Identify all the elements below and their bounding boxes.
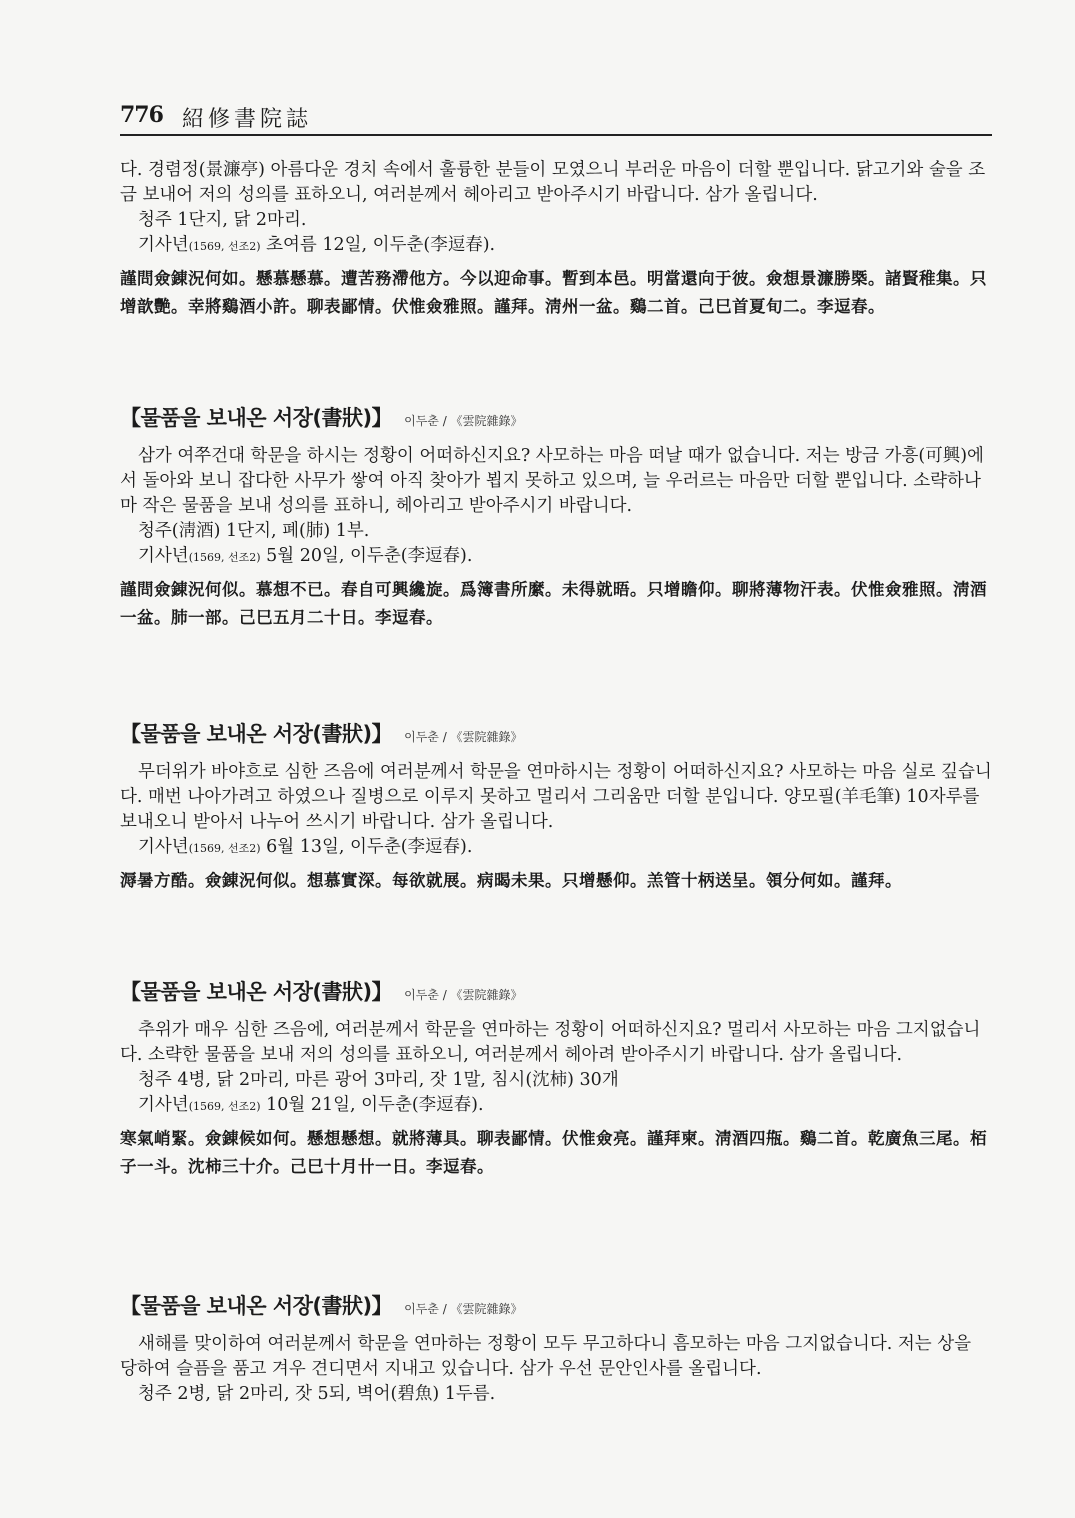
header-divider <box>120 134 992 136</box>
section-title: 【물품을 보내온 서장(書狀)】 <box>120 406 393 430</box>
section-original-text: 溽暑方酷。僉錬況何似。想慕實深。每欲就展。病暍未果。只增懸仰。羔管十柄送呈。領分何如。謹拜。 <box>120 871 902 890</box>
section-items: 청주(淸酒) 1단지, 폐(肺) 1부. <box>138 521 370 541</box>
date-year: 기사년 <box>138 837 189 857</box>
date-note: (1569, 선조2) <box>188 842 261 855</box>
date-note: (1569, 선조2) <box>188 1100 261 1113</box>
date-note: (1569, 선조2) <box>188 240 261 253</box>
date-note: (1569, 선조2) <box>188 551 261 564</box>
section-paragraph: 무더위가 바야흐로 심한 즈음에 여러분께서 학문을 연마하시는 정황이 어떠하신지요? 사모하는 마음 실로 깊습니다. 매번 나아가려고 하였으나 질병으로 이루지 못하고 멀리서 그리움만 더할 분입니다. 양모필(羊毛筆) 10자루를 보내오니 받아서 나누어 쓰시기 바랍니다. 삼가 올립니다. <box>120 762 992 832</box>
section-items: 청주 4병, 닭 2마리, 마른 광어 3마리, 잣 1말, 침시(沈柿) 30개 <box>138 1070 619 1090</box>
section-date <box>120 835 992 861</box>
section-source: 이두춘 / 《雲院雜錄》 <box>404 730 523 744</box>
section-heading <box>120 718 992 750</box>
section-heading <box>120 402 992 434</box>
section-title: 【물품을 보내온 서장(書狀)】 <box>120 1294 393 1318</box>
letter-section <box>120 976 992 1181</box>
date-rest: 초여름 12일, 이두춘(李逗春). <box>260 235 496 255</box>
section-title: 【물품을 보내온 서장(書狀)】 <box>120 980 393 1004</box>
letter-section <box>120 718 992 895</box>
section-source: 이두춘 / 《雲院雜錄》 <box>404 988 523 1002</box>
date-year: 기사년 <box>138 546 189 566</box>
intro-items: 청주 1단지, 닭 2마리. <box>138 210 307 230</box>
date-rest: 5월 20일, 이두춘(李逗春). <box>260 546 473 566</box>
section-title: 【물품을 보내온 서장(書狀)】 <box>120 722 393 746</box>
date-rest: 6월 13일, 이두춘(李逗春). <box>260 837 473 857</box>
book-title: 紹修書院誌 <box>182 107 313 132</box>
intro-date <box>120 233 992 259</box>
date-year: 기사년 <box>138 235 189 255</box>
section-source: 이두춘 / 《雲院雜錄》 <box>404 1302 523 1316</box>
section-paragraph: 삼가 여쭈건대 학문을 하시는 정황이 어떠하신지요? 사모하는 마음 떠날 때가 없습니다. 저는 방금 가흥(可興)에서 돌아와 보니 잡다한 사무가 쌓여 아직 찾아가 뵙지 못하고 있으며, 늘 우러르는 마음만 더할 뿐입니다. 소략하나마 작은 물품을 보내 성의를 표하니, 헤아리고 받아주시기 바랍니다. <box>120 446 984 516</box>
page-number: 776 <box>120 102 163 128</box>
section-heading <box>120 1290 992 1322</box>
section-date <box>120 544 992 570</box>
page-header <box>120 98 1000 138</box>
intro-original-text: 謹問僉錬況何如。懸慕懸慕。遭苦務滯他方。今以迎命事。暫到本邑。明當還向于彼。僉想景濂勝槩。諸賢稚集。只增歆艷。幸將鷄酒小許。聊表鄙情。伏惟僉雅照。謹拜。淸州一盆。鷄二首。己巳首夏旬二。李逗春。 <box>120 269 987 316</box>
section-original-text: 謹問僉錬況何似。慕想不已。春自可興纔旋。爲簿書所縻。未得就晤。只增瞻仰。聊將薄物汗表。伏惟僉雅照。淸酒一盆。肺一部。己巳五月二十日。李逗春。 <box>120 580 987 627</box>
section-source: 이두춘 / 《雲院雜錄》 <box>404 414 523 428</box>
section-heading <box>120 976 992 1008</box>
section-paragraph: 추위가 매우 심한 즈음에, 여러분께서 학문을 연마하는 정황이 어떠하신지요? 멀리서 사모하는 마음 그지없습니다. 소략한 물품을 보내 저의 성의를 표하오니, 여러분께서 헤아려 받아주시기 바랍니다. 삼가 올립니다. <box>120 1020 981 1065</box>
intro-paragraph: 다. 경렴정(景濂亭) 아름다운 경치 속에서 훌륭한 분들이 모였으니 부러운 마음이 더할 뿐입니다. 닭고기와 술을 조금 보내어 저의 성의를 표하오니, 여러분께서 헤아리고 받아주시기 바랍니다. 삼가 올립니다. <box>120 160 986 205</box>
date-rest: 10월 21일, 이두춘(李逗春). <box>260 1095 484 1115</box>
intro-block <box>120 158 992 321</box>
section-paragraph: 새해를 맞이하여 여러분께서 학문을 연마하는 정황이 모두 무고하다니 흠모하는 마음 그지없습니다. 저는 상을 당하여 슬픔을 품고 겨우 견디면서 지내고 있습니다. 삼가 우선 문안인사를 올립니다. <box>120 1334 972 1379</box>
section-items: 청주 2병, 닭 2마리, 잣 5되, 벽어(碧魚) 1두름. <box>138 1384 496 1404</box>
letter-section <box>120 402 992 632</box>
section-date <box>120 1093 992 1119</box>
letter-section <box>120 1290 992 1407</box>
section-original-text: 寒氣峭緊。僉錬候如何。懸想懸想。就將薄具。聊表鄙情。伏惟僉亮。謹拜柬。淸酒四甁。鷄二首。乾廣魚三尾。栢子一斗。沈柿三十介。己巳十月卄一日。李逗春。 <box>120 1129 987 1176</box>
date-year: 기사년 <box>138 1095 189 1115</box>
